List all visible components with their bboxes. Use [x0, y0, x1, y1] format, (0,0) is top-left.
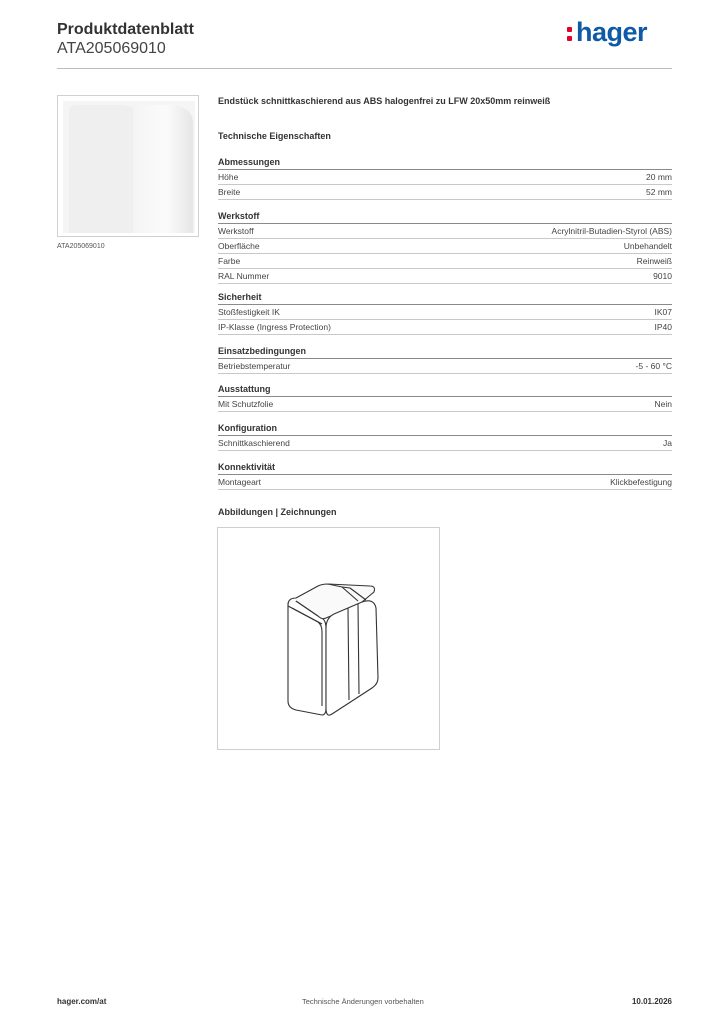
- property-section: [218, 422, 672, 451]
- property-value: Reinweiß: [636, 256, 672, 266]
- product-description: Endstück schnittkaschierend aus ABS halogenfrei zu LFW 20x50mm reinweiß: [218, 96, 551, 106]
- property-value: IP40: [654, 322, 672, 332]
- section-title: Werkstoff: [218, 211, 260, 221]
- header-divider: [57, 68, 672, 69]
- property-row: [218, 223, 672, 238]
- property-label: RAL Nummer: [218, 271, 270, 281]
- property-label: Breite: [218, 187, 241, 197]
- property-row: [218, 238, 672, 253]
- property-value: Unbehandelt: [623, 241, 672, 251]
- property-section: [218, 210, 672, 284]
- property-section: [218, 383, 672, 412]
- product-image-caption: ATA205069010: [57, 243, 105, 250]
- property-row: [218, 268, 672, 284]
- property-label: Farbe: [218, 256, 241, 266]
- logo-dots-icon: [567, 24, 573, 42]
- property-value: 52 mm: [646, 187, 672, 197]
- document-title: Produktdatenblatt: [57, 21, 194, 38]
- property-label: Mit Schutzfolie: [218, 399, 274, 409]
- property-row: [218, 435, 672, 451]
- property-value: 9010: [653, 271, 672, 281]
- product-photo-icon: [63, 101, 195, 233]
- property-row: [218, 304, 672, 319]
- property-value: IK07: [654, 307, 672, 317]
- logo-text: hager: [576, 17, 648, 47]
- footer-date: 10.01.2026: [631, 997, 672, 1006]
- property-label: Höhe: [218, 172, 239, 182]
- property-label: Werkstoff: [218, 226, 254, 236]
- article-number: ATA205069010: [57, 40, 166, 57]
- property-value: -5 - 60 °C: [635, 361, 672, 371]
- section-title: Einsatzbedingungen: [218, 346, 307, 356]
- footer-note: Technische Änderungen vorbehalten: [302, 997, 424, 1006]
- section-title: Ausstattung: [218, 384, 271, 394]
- property-label: Oberfläche: [218, 241, 260, 251]
- property-section: [218, 291, 672, 335]
- property-value: Ja: [663, 438, 672, 448]
- property-row: [218, 253, 672, 268]
- footer-website[interactable]: hager.com/at: [57, 997, 107, 1006]
- property-label: Stoßfestigkeit IK: [218, 307, 280, 317]
- section-title: Konfiguration: [218, 423, 277, 433]
- property-row: [218, 184, 672, 200]
- property-label: Betriebstemperatur: [218, 361, 291, 371]
- property-label: Montageart: [218, 477, 261, 487]
- hager-logo: [567, 17, 647, 48]
- property-section: [218, 345, 672, 374]
- section-title: Konnektivität: [218, 462, 276, 472]
- property-value: Acrylnitril-Butadien-Styrol (ABS): [551, 226, 672, 236]
- product-image: [57, 95, 199, 237]
- property-row: [218, 358, 672, 374]
- property-section: [218, 156, 672, 200]
- property-value: Nein: [654, 399, 672, 409]
- property-section: [218, 461, 672, 490]
- property-row: [218, 396, 672, 412]
- property-value: 20 mm: [646, 172, 672, 182]
- section-title: Sicherheit: [218, 292, 262, 302]
- end-cap-drawing-icon: [218, 528, 439, 749]
- property-row: [218, 474, 672, 490]
- property-row: [218, 319, 672, 335]
- property-value: Klickbefestigung: [610, 477, 672, 487]
- technical-properties-heading: Technische Eigenschaften: [218, 131, 331, 141]
- drawings-heading: Abbildungen | Zeichnungen: [218, 507, 337, 517]
- section-title: Abmessungen: [218, 157, 281, 167]
- property-label: IP-Klasse (Ingress Protection): [218, 322, 331, 332]
- property-row: [218, 169, 672, 184]
- drawing-frame: [217, 527, 440, 750]
- property-label: Schnittkaschierend: [218, 438, 290, 448]
